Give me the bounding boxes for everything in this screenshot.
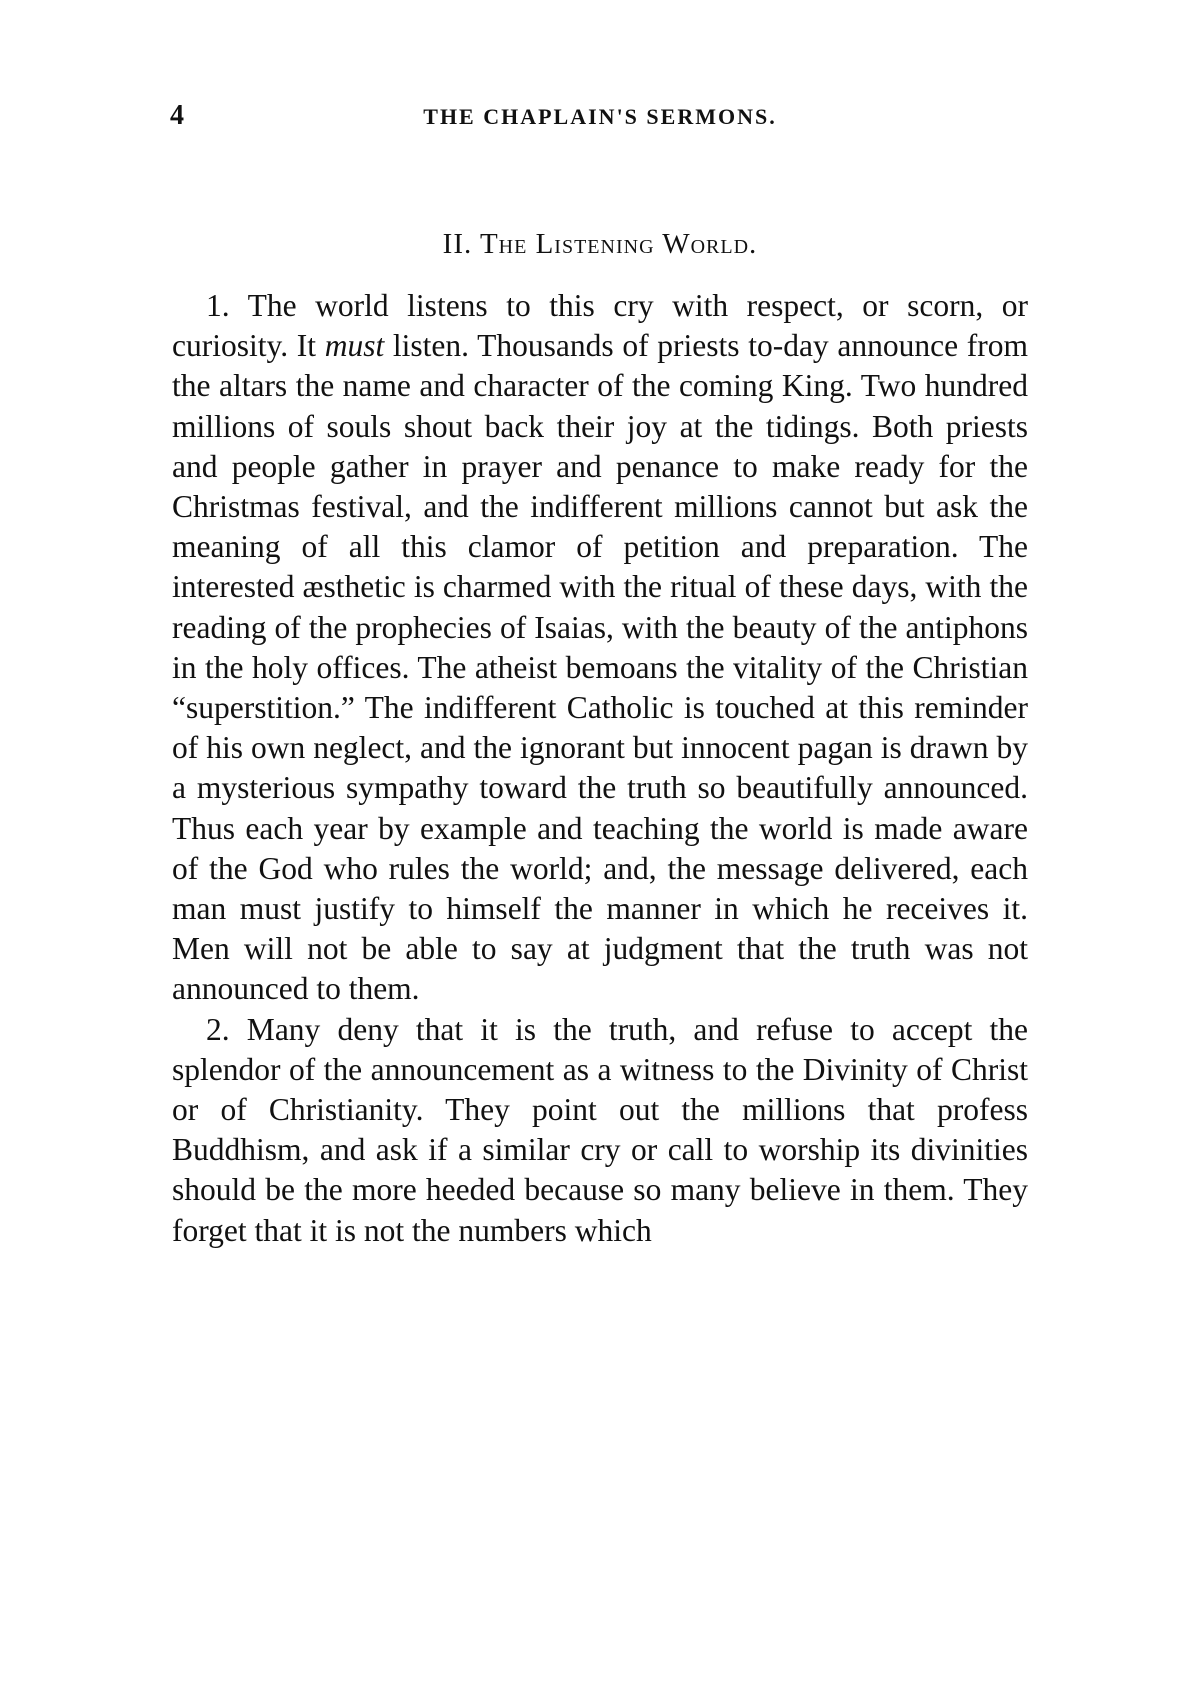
emphasis-must: must	[324, 328, 385, 364]
paragraph-2: 2. Many deny that it is the truth, and refuse to accept the splendor of the announcement as a witness to the Divinity of Christ or of Christianity. They point out the millions that profess Buddhism, and ask if a similar cry or call to worship its divinities should be the more heeded because so many believe in them. They forget that it is not the numbers which	[172, 1011, 1028, 1248]
page-number: 4	[170, 100, 184, 131]
running-title: THE CHAPLAIN'S SERMONS.	[423, 104, 777, 129]
body-text	[172, 286, 1028, 1251]
section-heading: II. The Listening World.	[442, 228, 758, 260]
running-head	[170, 100, 1030, 140]
paragraph-1-text-a: 1. The world listens to this cry with respect, or scorn, or curiosity. It	[172, 288, 1028, 364]
paragraph-1-text-b: listen. Thousands of priests to-day announce from the altars the name and character of the coming King. Two hundred millions of souls shout back their joy at the tidings. Both priests and people gather in prayer and penance to make ready for the Christmas festival, and the indifferent millions cannot but ask the meaning of all this clamor of petition and preparation. The interested æsthetic is charmed with the ritual of these days, with the reading of the prophecies of Isaias, with the beauty of the antiphons in the holy offices. The atheist bemoans the vitality of the Christian “superstition.” The indifferent Catholic is touched at this reminder of his own neglect, and the ignorant but innocent pagan is drawn by a mysterious sympathy toward the truth so beautifully announced. Thus each year by example and teaching the world is made aware of the God who rules the world; and, the message delivered, each man must justify to himself the manner in which he receives it. Men will not be able to say at judgment that the truth was not announced to them.	[172, 328, 1028, 1007]
paragraph-1	[172, 286, 1028, 1010]
